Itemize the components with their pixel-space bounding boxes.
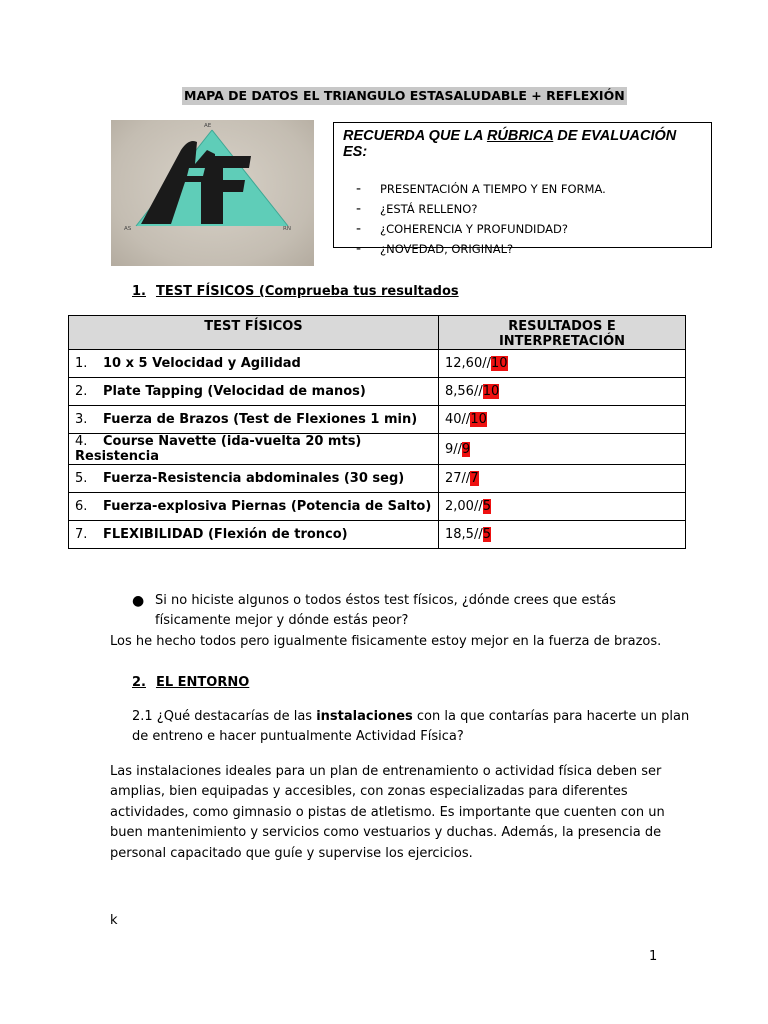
rubric-item: - ¿ESTÁ RELLENO? [356,201,478,217]
result-value: 40// [445,412,471,427]
test-name: Plate Tapping (Velocidad de manos) [103,384,366,399]
test-name-cell [69,465,439,493]
result-cell [439,493,686,521]
table-header-results: RESULTADOS E INTERPRETACIÓN [439,316,686,350]
bullet-icon: ● [132,593,145,609]
row-number: 6. [75,499,88,514]
test-name: Fuerza de Brazos (Test de Flexiones 1 min) [103,412,418,427]
row-number: 3. [75,412,88,427]
result-cell [439,465,686,493]
row-number: 5. [75,471,88,486]
test-name-cell [69,434,439,465]
test-name: Fuerza-Resistencia abdominales (30 seg) [103,471,405,486]
score-highlight: 10 [490,356,508,371]
test-name-cell [69,406,439,434]
question2-bold: instalaciones [316,709,413,724]
result-cell [439,378,686,406]
result-value: 12,60// [445,356,491,371]
tests-table [68,315,686,549]
row-number: 1. [75,356,88,371]
section1-heading [132,284,459,299]
table-header-tests: TEST FÍSICOS [69,316,439,350]
logo-label-left: AS [124,226,132,232]
result-value: 8,56// [445,384,483,399]
logo-label-top: AE [204,123,212,129]
table-row [69,465,686,493]
question2-line2: de entreno e hacer puntualmente Actividad Física? [132,729,464,744]
table-row [69,521,686,549]
result-value: 27// [445,471,471,486]
rubric-item-text: ¿COHERENCIA Y PROFUNDIDAD? [380,222,568,236]
table-row [69,378,686,406]
test-name: Course Navette (ida-vuelta 20 mts) Resistencia [75,434,362,464]
rubric-item: - ¿COHERENCIA Y PROFUNDIDAD? [356,221,568,237]
rubric-list [356,179,606,259]
question1-answer: Los he hecho todos pero igualmente fisicamente estoy mejor en la fuerza de brazos. [110,634,662,649]
document-title: MAPA DE DATOS EL TRIANGULO ESTASALUDABLE + REFLEXIÓN [184,88,625,103]
question1-line1: Si no hiciste algunos o todos éstos test físicos, ¿dónde crees que estás [155,593,616,608]
score-highlight: 7 [470,471,479,486]
row-number: 4. [75,434,88,449]
question2-line1 [132,707,689,728]
logo-image [111,120,314,266]
result-cell [439,406,686,434]
section2-title: EL ENTORNO [155,675,250,690]
result-cell [439,434,686,465]
rubric-item-text: ¿ESTÁ RELLENO? [380,202,478,216]
test-name-cell [69,350,439,378]
result-value: 9// [445,441,463,457]
table-row [69,434,686,465]
logo-label-right: RN [283,226,291,232]
section2-heading [132,675,249,690]
rubric-item: - ¿NOVEDAD, ORIGINAL? [356,241,514,257]
rubric-item-text: ¿NOVEDAD, ORIGINAL? [380,242,514,256]
rubric-box [333,122,712,257]
rubric-heading [343,128,703,160]
test-name-cell [69,378,439,406]
answer2-line: personal capacitado que guíe y supervise los ejercicios. [110,846,473,861]
rubric-heading-pre: RECUERDA QUE LA [343,128,487,144]
score-highlight: 10 [482,384,500,399]
table-row [69,406,686,434]
test-name-cell [69,521,439,549]
score-highlight: 10 [470,412,487,427]
rubric-heading-underlined: RÚBRICA [486,128,554,144]
answer2-line: Las instalaciones ideales para un plan de entrenamiento o actividad física deben ser [110,764,662,779]
question1-line2: físicamente mejor y dónde estás peor? [155,613,409,628]
trailing-text: k [110,913,118,928]
section2-number: 2. [132,675,146,690]
table-header-row [69,316,686,350]
row-number: 7. [75,527,88,542]
score-highlight: 5 [482,499,491,514]
page-number: 1 [649,949,658,964]
test-name: FLEXIBILIDAD (Flexión de tronco) [103,527,348,542]
answer2-line: buen mantenimiento y servicios como vestuarios y duchas. Además, la presencia de [110,825,662,840]
rubric-item-text: PRESENTACIÓN A TIEMPO Y EN FORMA. [380,182,606,196]
test-name: 10 x 5 Velocidad y Agilidad [103,356,301,371]
section1-number: 1. [132,284,146,299]
result-cell [439,521,686,549]
question2-pre: 2.1 ¿Qué destacarías de las [132,709,317,724]
table-row [69,493,686,521]
table-row [69,350,686,378]
result-value: 2,00// [445,499,483,514]
rubric-item: - PRESENTACIÓN A TIEMPO Y EN FORMA. [356,181,606,197]
section1-title: TEST FÍSICOS (Comprueba tus resultados [155,284,459,299]
test-name: Fuerza-explosiva Piernas (Potencia de Salto) [103,499,432,514]
test-name-cell [69,493,439,521]
score-highlight: 9 [462,441,471,457]
answer2-line: actividades, como gimnasio o pistas de atletismo. Es importante que cuenten con un [110,805,665,820]
question2-post: con la que contarías para hacerte un plan [412,709,690,724]
rubric-heading-post: DE EVALUACIÓN ES: [343,128,677,160]
result-value: 18,5// [445,527,483,542]
answer2-line: amplias, bien equipadas y accesibles, con zonas especializadas para diferentes [110,784,628,799]
row-number: 2. [75,384,88,399]
result-cell [439,350,686,378]
score-highlight: 5 [482,527,491,542]
